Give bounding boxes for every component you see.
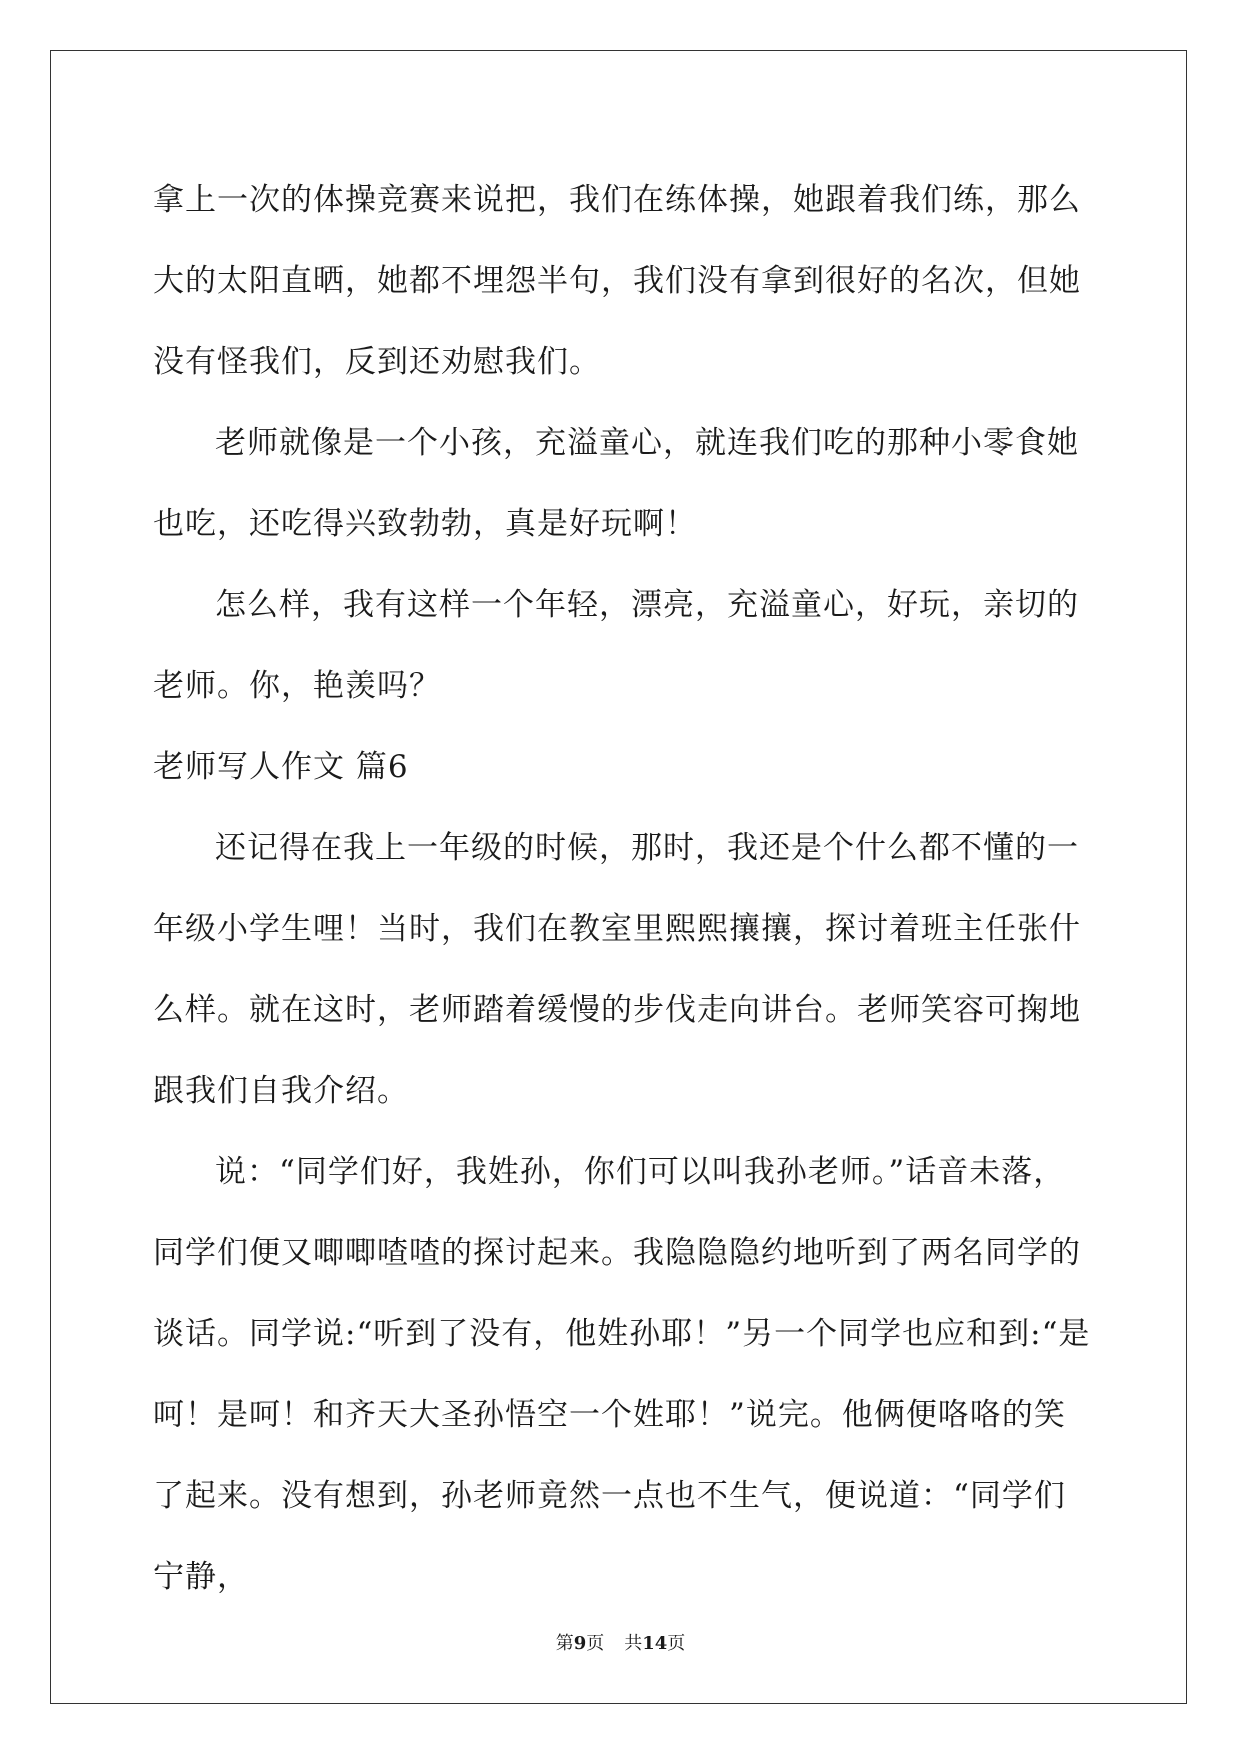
paragraph-1: 拿上一次的体操竞赛来说把，我们在练体操，她跟着我们练，那么大的太阳直晒，她都不埋怨半句，我们没有拿到很好的名次，但她没有怪我们，反到还劝慰我们。 — [153, 182, 1081, 380]
footer-total-prefix: 共 — [624, 1633, 643, 1654]
footer-page-number: 9 — [573, 1633, 587, 1654]
footer-total-pages: 14 — [642, 1633, 668, 1654]
section-heading: 老师写人作文 篇6 — [153, 749, 409, 785]
paragraph-3: 怎么样，我有这样一个年轻，漂亮，充溢童心，好玩，亲切的老师。你，艳羡吗？ — [153, 587, 1079, 704]
paragraph-4: 还记得在我上一年级的时候，那时，我还是个什么都不懂的一年级小学生哩！当时，我们在教室里熙熙攘攘，探讨着班主任张什么样。就在这时，老师踏着缓慢的步伐走向讲台。老师笑容可掬地跟我们自我介绍。 — [153, 830, 1081, 1109]
paragraph-5: 说：“同学们好，我姓孙，你们可以叫我孙老师。”话音未落，同学们便又唧唧喳喳的探讨起来。我隐隐隐约地听到了两名同学的谈话。同学说:“听到了没有，他姓孙耶！”另一个同学也应和到:“是呵！是呵！和齐天大圣孙悟空一个姓耶！”说完。他俩便咯咯的笑了起来。没有想到，孙老师竟然一点也不生气，便说道：“同学们宁静， — [153, 1154, 1091, 1595]
page-footer — [0, 1629, 1241, 1655]
footer-prefix: 第 — [555, 1633, 574, 1654]
document-body — [153, 160, 1093, 1618]
paragraph-2: 老师就像是一个小孩，充溢童心，就连我们吃的那种小零食她也吃，还吃得兴致勃勃，真是好玩啊！ — [153, 425, 1079, 542]
footer-total-suffix: 页 — [667, 1633, 686, 1654]
footer-page-suffix: 页 — [586, 1633, 605, 1654]
